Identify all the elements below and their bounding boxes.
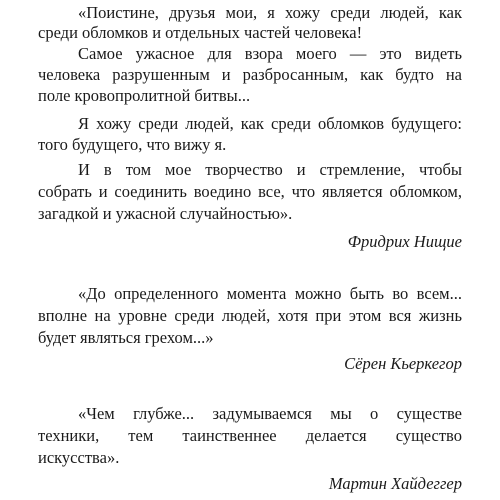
quote-3-line-3: искусства». xyxy=(38,448,120,467)
quote-2-line-2: вполне на уровне среди людей, хотя при этом вся жизнь xyxy=(38,306,462,325)
quote-1-line-3: Самое ужасное для взора моего — это видеть xyxy=(78,44,462,63)
quote-1-line-2: среди обломков и отдельных частей человека! xyxy=(38,23,363,42)
quote-1-line-5: поле кровопролитной битвы... xyxy=(38,86,251,105)
quote-1-line-1: «Поистине, друзья мои, я хожу среди людей, как xyxy=(78,3,462,22)
quote-2-author: Сёрен Кьеркегор xyxy=(344,354,462,373)
quote-3-line-1: «Чем глубже... задумываемся мы о существе xyxy=(78,404,462,423)
quote-2-line-1: «До определенного момента можно быть во всем... xyxy=(78,284,462,303)
quote-1-line-10: загадкой и ужасной случайностью». xyxy=(38,204,293,223)
quote-1-line-9: собрать и соединить воедино все, что является обломком, xyxy=(38,182,462,201)
quote-3-line-2: техники, тем таинственнее делается существо xyxy=(38,426,462,445)
quote-1-author: Фридрих Нищие xyxy=(347,232,462,251)
quote-1-line-6: Я хожу среди людей, как среди обломков будущего: xyxy=(78,114,462,133)
quote-2-line-3: будет являться грехом...» xyxy=(38,328,214,347)
quote-1-line-4: человека разрушенным и разбросанным, как будто на xyxy=(38,65,462,84)
quote-1-line-8: И в том мое творчество и стремление, чтобы xyxy=(78,160,462,179)
quote-1-line-7: того будущего, что вижу я. xyxy=(38,135,227,154)
quote-3-author: Мартин Хайдеггер xyxy=(328,474,462,493)
